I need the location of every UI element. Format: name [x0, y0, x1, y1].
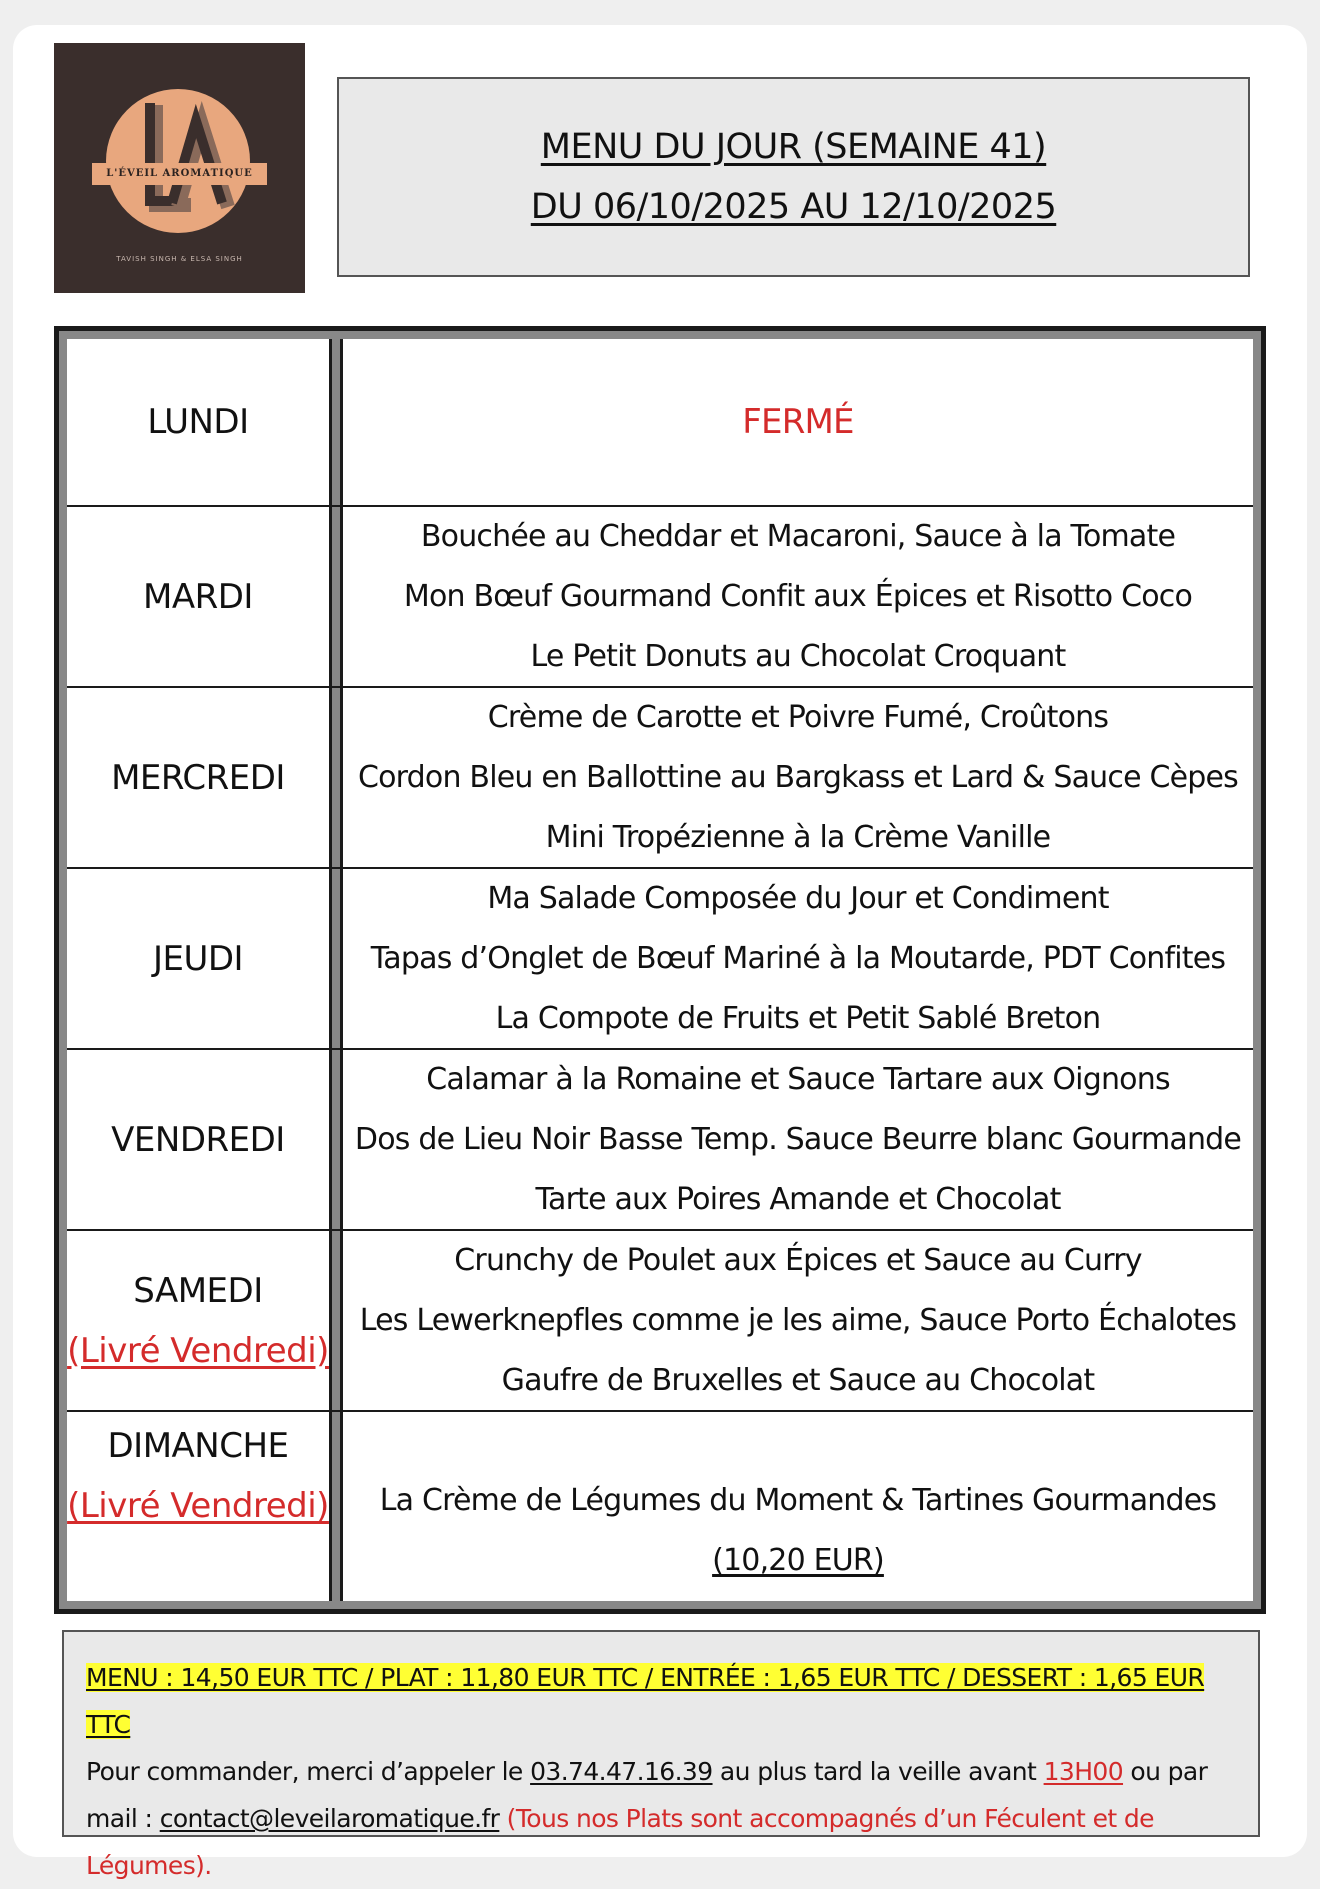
- column-separator: [329, 339, 343, 505]
- dish-cell: [343, 688, 1253, 867]
- menu-date-range: DU 06/10/2025 AU 12/10/2025: [530, 187, 1057, 227]
- dish-dessert: Tarte aux Poires Amande et Chocolat: [535, 1181, 1061, 1217]
- dish-main: Mon Bœuf Gourmand Confit aux Épices et Risotto Coco: [403, 578, 1193, 614]
- price-list: MENU : 14,50 EUR TTC / PLAT : 11,80 EUR TTC / ENTRÉE : 1,65 EUR TTC / DESSERT : 1,65 EUR TTC: [86, 1663, 1205, 1739]
- dish-main: Tapas d’Onglet de Bœuf Mariné à la Moutarde, PDT Confites: [370, 940, 1226, 976]
- day-label: [67, 1050, 329, 1229]
- column-separator: [329, 1050, 343, 1229]
- column-separator: [329, 1231, 343, 1410]
- menu-row-vendredi: [67, 1050, 1253, 1231]
- dish-starter: Ma Salade Composée du Jour et Condiment: [487, 880, 1109, 916]
- logo-brand-name: L'ÉVEIL AROMATIQUE: [92, 163, 267, 185]
- dish-main: Cordon Bleu en Ballottine au Bargkass et Lard & Sauce Cèpes: [357, 759, 1239, 795]
- dish-cell: [343, 339, 1253, 505]
- dish-dessert: Mini Tropézienne à la Crème Vanille: [545, 819, 1051, 855]
- delivery-note: (Livré Vendredi): [67, 1486, 329, 1526]
- mail-line: [86, 1795, 1236, 1889]
- logo-subtitle: TAVISH SINGH & ELSA SINGH: [116, 255, 243, 263]
- dish-cell: [343, 1050, 1253, 1229]
- menu-row-lundi: [67, 339, 1253, 507]
- menu-row-samedi: [67, 1231, 1253, 1412]
- menu-row-jeudi: [67, 869, 1253, 1050]
- order-deadline: 13H00: [1043, 1757, 1124, 1786]
- day-name: MERCREDI: [111, 757, 285, 798]
- menu-row-mercredi: [67, 688, 1253, 869]
- price-line: [86, 1654, 1236, 1748]
- menu-title-box: [337, 77, 1250, 277]
- day-name: SAMEDI: [133, 1270, 263, 1311]
- order-text: ou par: [1123, 1757, 1208, 1786]
- delivery-note: (Livré Vendredi): [67, 1330, 329, 1371]
- phone-link[interactable]: 03.74.47.16.39: [530, 1757, 713, 1786]
- day-name: LUNDI: [147, 402, 249, 442]
- dish-price: (10,20 EUR): [712, 1543, 884, 1578]
- order-text: Pour commander, merci d’appeler le: [86, 1757, 531, 1786]
- order-text: au plus tard la veille avant: [712, 1757, 1044, 1786]
- dish-dessert: Gaufre de Bruxelles et Sauce au Chocolat: [501, 1362, 1095, 1398]
- day-name: MARDI: [143, 576, 253, 617]
- day-label: [67, 688, 329, 867]
- day-name: DIMANCHE: [107, 1426, 289, 1466]
- menu-title: MENU DU JOUR (SEMAINE 41): [540, 127, 1047, 167]
- day-name: VENDREDI: [111, 1119, 285, 1160]
- day-label: [67, 869, 329, 1048]
- menu-row-mardi: [67, 507, 1253, 688]
- dish-dessert: Le Petit Donuts au Chocolat Croquant: [530, 638, 1066, 674]
- dish-cell: [343, 869, 1253, 1048]
- dish-cell: [343, 1231, 1253, 1410]
- day-label: [67, 339, 329, 505]
- day-label: [67, 1412, 329, 1601]
- dish-dessert: La Compote de Fruits et Petit Sablé Breton: [495, 1000, 1101, 1036]
- side-dish-note: (Tous nos Plats sont accompagnés d’un Féculent et de Légumes).: [86, 1804, 1154, 1880]
- weekly-menu-table: [54, 326, 1266, 1614]
- day-label: [67, 1231, 329, 1410]
- closed-label: FERMÉ: [742, 402, 854, 442]
- dish-main: Les Lewerknepfles comme je les aime, Sauce Porto Échalotes: [359, 1302, 1237, 1338]
- mail-label: mail :: [86, 1804, 160, 1833]
- column-separator: [329, 869, 343, 1048]
- menu-table-inner: [67, 339, 1253, 1601]
- dish-main: Dos de Lieu Noir Basse Temp. Sauce Beurre blanc Gourmande: [354, 1121, 1242, 1157]
- dish-cell: [343, 507, 1253, 686]
- order-info-box: [62, 1630, 1260, 1880]
- dish-starter: Crème de Carotte et Poivre Fumé, Croûtons: [487, 699, 1109, 735]
- column-separator: [329, 688, 343, 867]
- menu-row-dimanche: [67, 1412, 1253, 1601]
- dish-starter: Crunchy de Poulet aux Épices et Sauce au Curry: [454, 1242, 1142, 1278]
- dish-cell: [343, 1412, 1253, 1601]
- restaurant-logo: [54, 43, 305, 293]
- dish-starter: Calamar à la Romaine et Sauce Tartare aux Oignons: [426, 1061, 1170, 1097]
- day-label: [67, 507, 329, 686]
- logo-monogram-icon: [116, 95, 246, 225]
- dish-main: La Crème de Légumes du Moment & Tartines Gourmandes: [379, 1483, 1217, 1518]
- day-name: JEUDI: [152, 938, 244, 979]
- column-separator: [329, 507, 343, 686]
- email-link[interactable]: contact@leveilaromatique.fr: [159, 1804, 500, 1833]
- dish-starter: Bouchée au Cheddar et Macaroni, Sauce à la Tomate: [420, 518, 1176, 554]
- column-separator: [329, 1412, 343, 1601]
- order-line: [86, 1748, 1236, 1795]
